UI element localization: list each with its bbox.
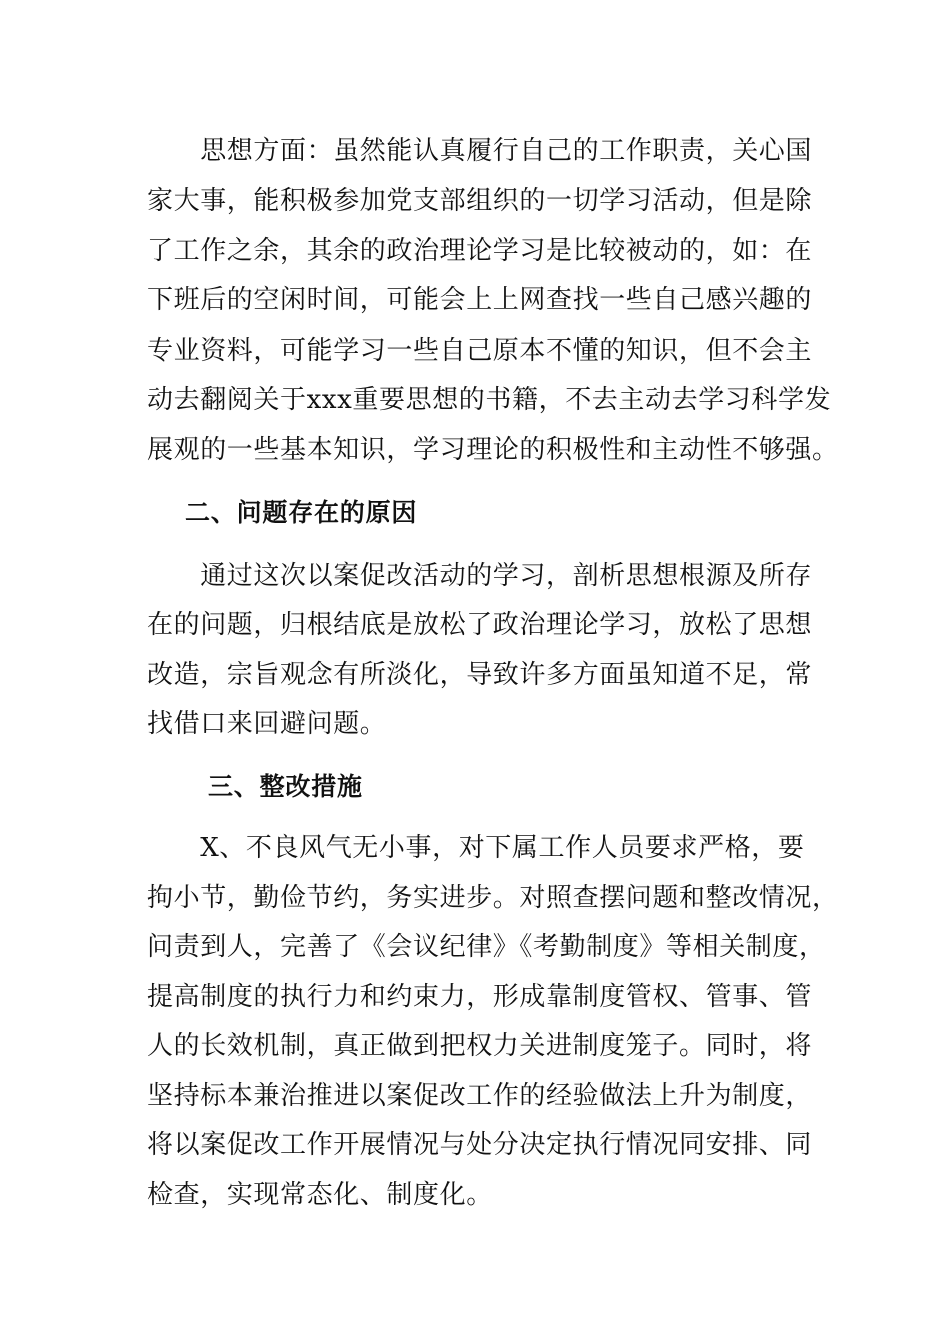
paragraph-1-line-2: 家大事，能积极参加党支部组织的一切学习活动，但是除 [147,186,813,216]
paragraph-3-line-1: X、不良风气无小事，对下属工作人员要求严格，要 [147,833,805,863]
paragraph-2-line-2: 在的问题，归根结底是放松了政治理论学习，放松了思想 [147,610,813,640]
paragraph-2-line-1: 通过这次以案促改活动的学习，剖析思想根源及所存 [147,561,813,591]
paragraph-2-line-3: 改造，宗旨观念有所淡化，导致许多方面虽知道不足，常 [147,660,813,690]
section-heading-causes: 二、问题存在的原因 [185,498,418,527]
paragraph-1-line-6: 动去翻阅关于xxx重要思想的书籍，不去主动去学习科学发 [147,385,832,415]
paragraph-3-line-7: 将以案促改工作开展情况与处分决定执行情况同安排、同 [147,1130,813,1160]
paragraph-3-line-4: 提高制度的执行力和约束力，形成靠制度管权、管事、管 [147,982,813,1012]
paragraph-1-line-7: 展观的一些基本知识，学习理论的积极性和主动性不够强。 [147,435,839,465]
paragraph-2-line-4: 找借口来回避问题。 [147,709,387,739]
paragraph-1-line-1: 思想方面：虽然能认真履行自己的工作职责，关心国 [147,136,813,166]
paragraph-3-line-2: 拘小节，勤俭节约，务实进步。对照查摆问题和整改情况， [147,883,839,913]
paragraph-3-line-5: 人的长效机制，真正做到把权力关进制度笼子。同时，将 [147,1031,813,1061]
paragraph-3-line-8: 检查，实现常态化、制度化。 [147,1180,493,1210]
section-heading-rectification: 三、整改措施 [208,772,363,801]
paragraph-3-line-3: 问责到人，完善了《会议纪律》《考勤制度》等相关制度， [147,932,826,962]
paragraph-1-line-4: 下班后的空闲时间，可能会上上网查找一些自己感兴趣的 [147,285,813,315]
paragraph-3-line-6: 坚持标本兼治推进以案促改工作的经验做法上升为制度， [147,1081,813,1111]
paragraph-1-line-3: 了工作之余，其余的政治理论学习是比较被动的，如：在 [147,236,813,266]
paragraph-1-line-5: 专业资料，可能学习一些自己原本不懂的知识，但不会主 [147,336,813,366]
